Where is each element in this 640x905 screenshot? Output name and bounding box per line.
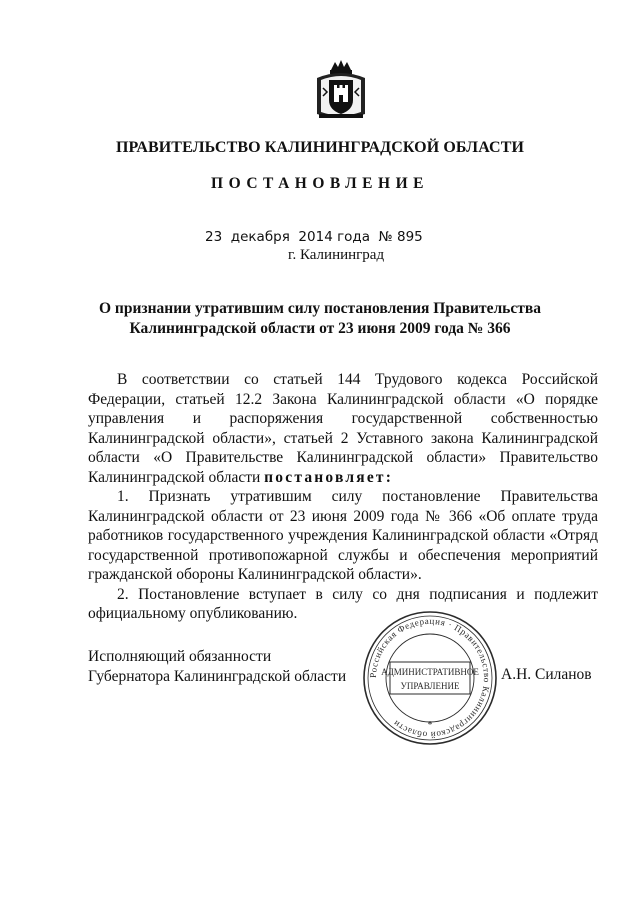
number-label: № bbox=[378, 229, 393, 245]
government-title: ПРАВИТЕЛЬСТВО КАЛИНИНГРАДСКОЙ ОБЛАСТИ bbox=[115, 139, 525, 156]
role-line-1: Исполняющий обязанности bbox=[88, 648, 272, 665]
resolves-word: постановляет: bbox=[264, 468, 394, 486]
coat-of-arms-icon bbox=[313, 58, 369, 122]
stamp-inner-line-2: УПРАВЛЕНИЕ bbox=[400, 681, 460, 691]
official-stamp bbox=[360, 608, 500, 748]
document-date: 23 декабря 2014 года bbox=[205, 229, 371, 245]
city: г. Калининград bbox=[288, 247, 385, 263]
subject-line-1: О признании утратившим силу постановления Правительства bbox=[98, 300, 541, 317]
stamp-inner-line-1: АДМИНИСТРАТИВНОЕ bbox=[381, 667, 479, 677]
stamp-star: * bbox=[427, 720, 433, 731]
preamble-paragraph bbox=[88, 370, 598, 487]
document-type: ПОСТАНОВЛЕНИЕ bbox=[211, 175, 429, 192]
stamp-outer-text: Российская Федерация · Правительство Калининградской области bbox=[367, 615, 493, 741]
item-1: 1. Признать утратившим силу постановление Правительства Калининградской области от 23 июня 2009 года № 366 «Об оплате труда работников государственного учреждения Калининградской области «Отряд государственной противопожарной службы и обеспечения мероприятий гражданской обороны Калининградской области». bbox=[88, 488, 598, 583]
preamble-text: В соответствии со статьей 144 Трудового кодекса Российской Федерации, статьей 12.2 Закона Калининградской области «О порядке управления и распоряжения государственной собственностью Калининградской области», статьей 2 Уставного закона Калининградской области «О Правительстве Калининградской области» Правительство Калининградской области bbox=[88, 371, 598, 486]
signatory-role bbox=[88, 647, 346, 686]
document-body bbox=[88, 370, 598, 624]
item-2: 2. Постановление вступает в силу со дня подписания и подлежит официальному опубликованию. bbox=[88, 585, 598, 622]
document-subject bbox=[80, 299, 560, 338]
subject-line-2: Калининградской области от 23 июня 2009 года № 366 bbox=[129, 319, 511, 337]
role-line-2: Губернатора Калининградской области bbox=[88, 667, 347, 685]
date-number-line bbox=[205, 229, 423, 245]
signatory-name: А.Н. Силанов bbox=[501, 666, 592, 683]
document-number: 895 bbox=[396, 229, 423, 245]
